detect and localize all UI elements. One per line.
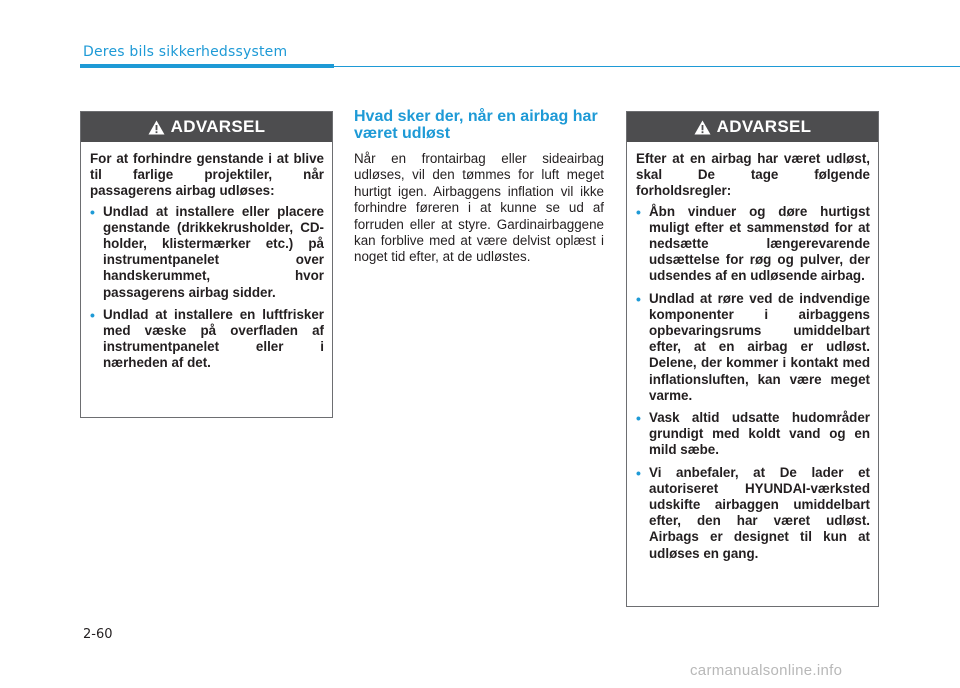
- page-number: 2-60: [83, 627, 113, 642]
- warning-header: [81, 112, 332, 142]
- warning-item: [90, 307, 324, 372]
- body-paragraph: Når en frontairbag eller sideairbag udløses, vil den tømmes for luft meget hurtigt igen. Airbaggens inflation vil ikke forhindre føreren i at kunne se ud af forruden eller at styre. Gardinairbaggene kan forblive med at være delvist oplæst i noget tid efter, at de udløstes.: [354, 151, 604, 265]
- bullet-dot: •: [636, 464, 641, 481]
- header-rule-thin: [334, 66, 960, 67]
- watermark: carmanualsonline.info: [690, 662, 843, 679]
- warning-intro: For at forhindre genstande i at blive til farlige projektiler, når passagerens airbag udløses:: [90, 151, 324, 199]
- warning-item-text: Vask altid udsatte hudområder grundigt med koldt vand og en mild sæbe.: [649, 410, 870, 458]
- warning-header: [627, 112, 878, 142]
- section-title: Deres bils sikkerhedssystem: [83, 44, 288, 60]
- header-rule-thick: [80, 64, 334, 68]
- warning-item-text: Undlad at installere eller placere genstande (drikkekrusholder, CD-holder, klistermærker etc.) på instrumentpanelet over handskerummet, hvor passagerens airbag sidder.: [103, 203, 324, 300]
- warning-item-text: Vi anbefaler, at De lader et autoriseret HYUNDAI-værksted udskifte airbaggen umiddelbart efter, den har været udløst. Airbags er designet til kun at udløses en gang.: [649, 464, 870, 561]
- warning-list: [636, 204, 870, 562]
- warning-body: [627, 142, 878, 576]
- bullet-dot: •: [636, 290, 641, 307]
- warning-item: [636, 204, 870, 285]
- bullet-dot: •: [90, 203, 95, 220]
- bullet-dot: •: [636, 410, 641, 427]
- section-heading: Hvad sker der, når en airbag har været udløst: [354, 108, 598, 142]
- warning-item: [636, 410, 870, 459]
- left-warning-box: [80, 111, 333, 418]
- warning-item-text: Undlad at røre ved de indvendige komponenter i airbaggens opbevaringsrums umiddelbart efter, at en airbag er udløst. Delene, der kommer i kontakt med inflationsluften, kan være meget varme.: [649, 290, 870, 403]
- warning-item: [90, 204, 324, 301]
- bullet-dot: •: [636, 203, 641, 220]
- warning-triangle-icon: [694, 120, 711, 135]
- warning-list: [90, 204, 324, 372]
- warning-body: [81, 142, 332, 386]
- warning-triangle-icon: [148, 120, 165, 135]
- warning-label: ADVARSEL: [170, 117, 266, 136]
- warning-item-text: Åbn vinduer og døre hurtigst muligt efter et sammenstød for at nedsætte længerevarende udsættelse for røg og pulver, der udsendes af en udløsende airbag.: [649, 203, 870, 284]
- warning-label: ADVARSEL: [716, 117, 812, 136]
- warning-item-text: Undlad at installere en luftfrisker med væske på overfladen af instrumentpanelet eller i nærheden af det.: [103, 306, 324, 371]
- right-warning-box: [626, 111, 879, 607]
- warning-item: [636, 291, 870, 404]
- bullet-dot: •: [90, 306, 95, 323]
- middle-column: [354, 108, 604, 266]
- warning-item: [636, 465, 870, 562]
- warning-intro: Efter at en airbag har været udløst, skal De tage følgende forholdsregler:: [636, 151, 870, 199]
